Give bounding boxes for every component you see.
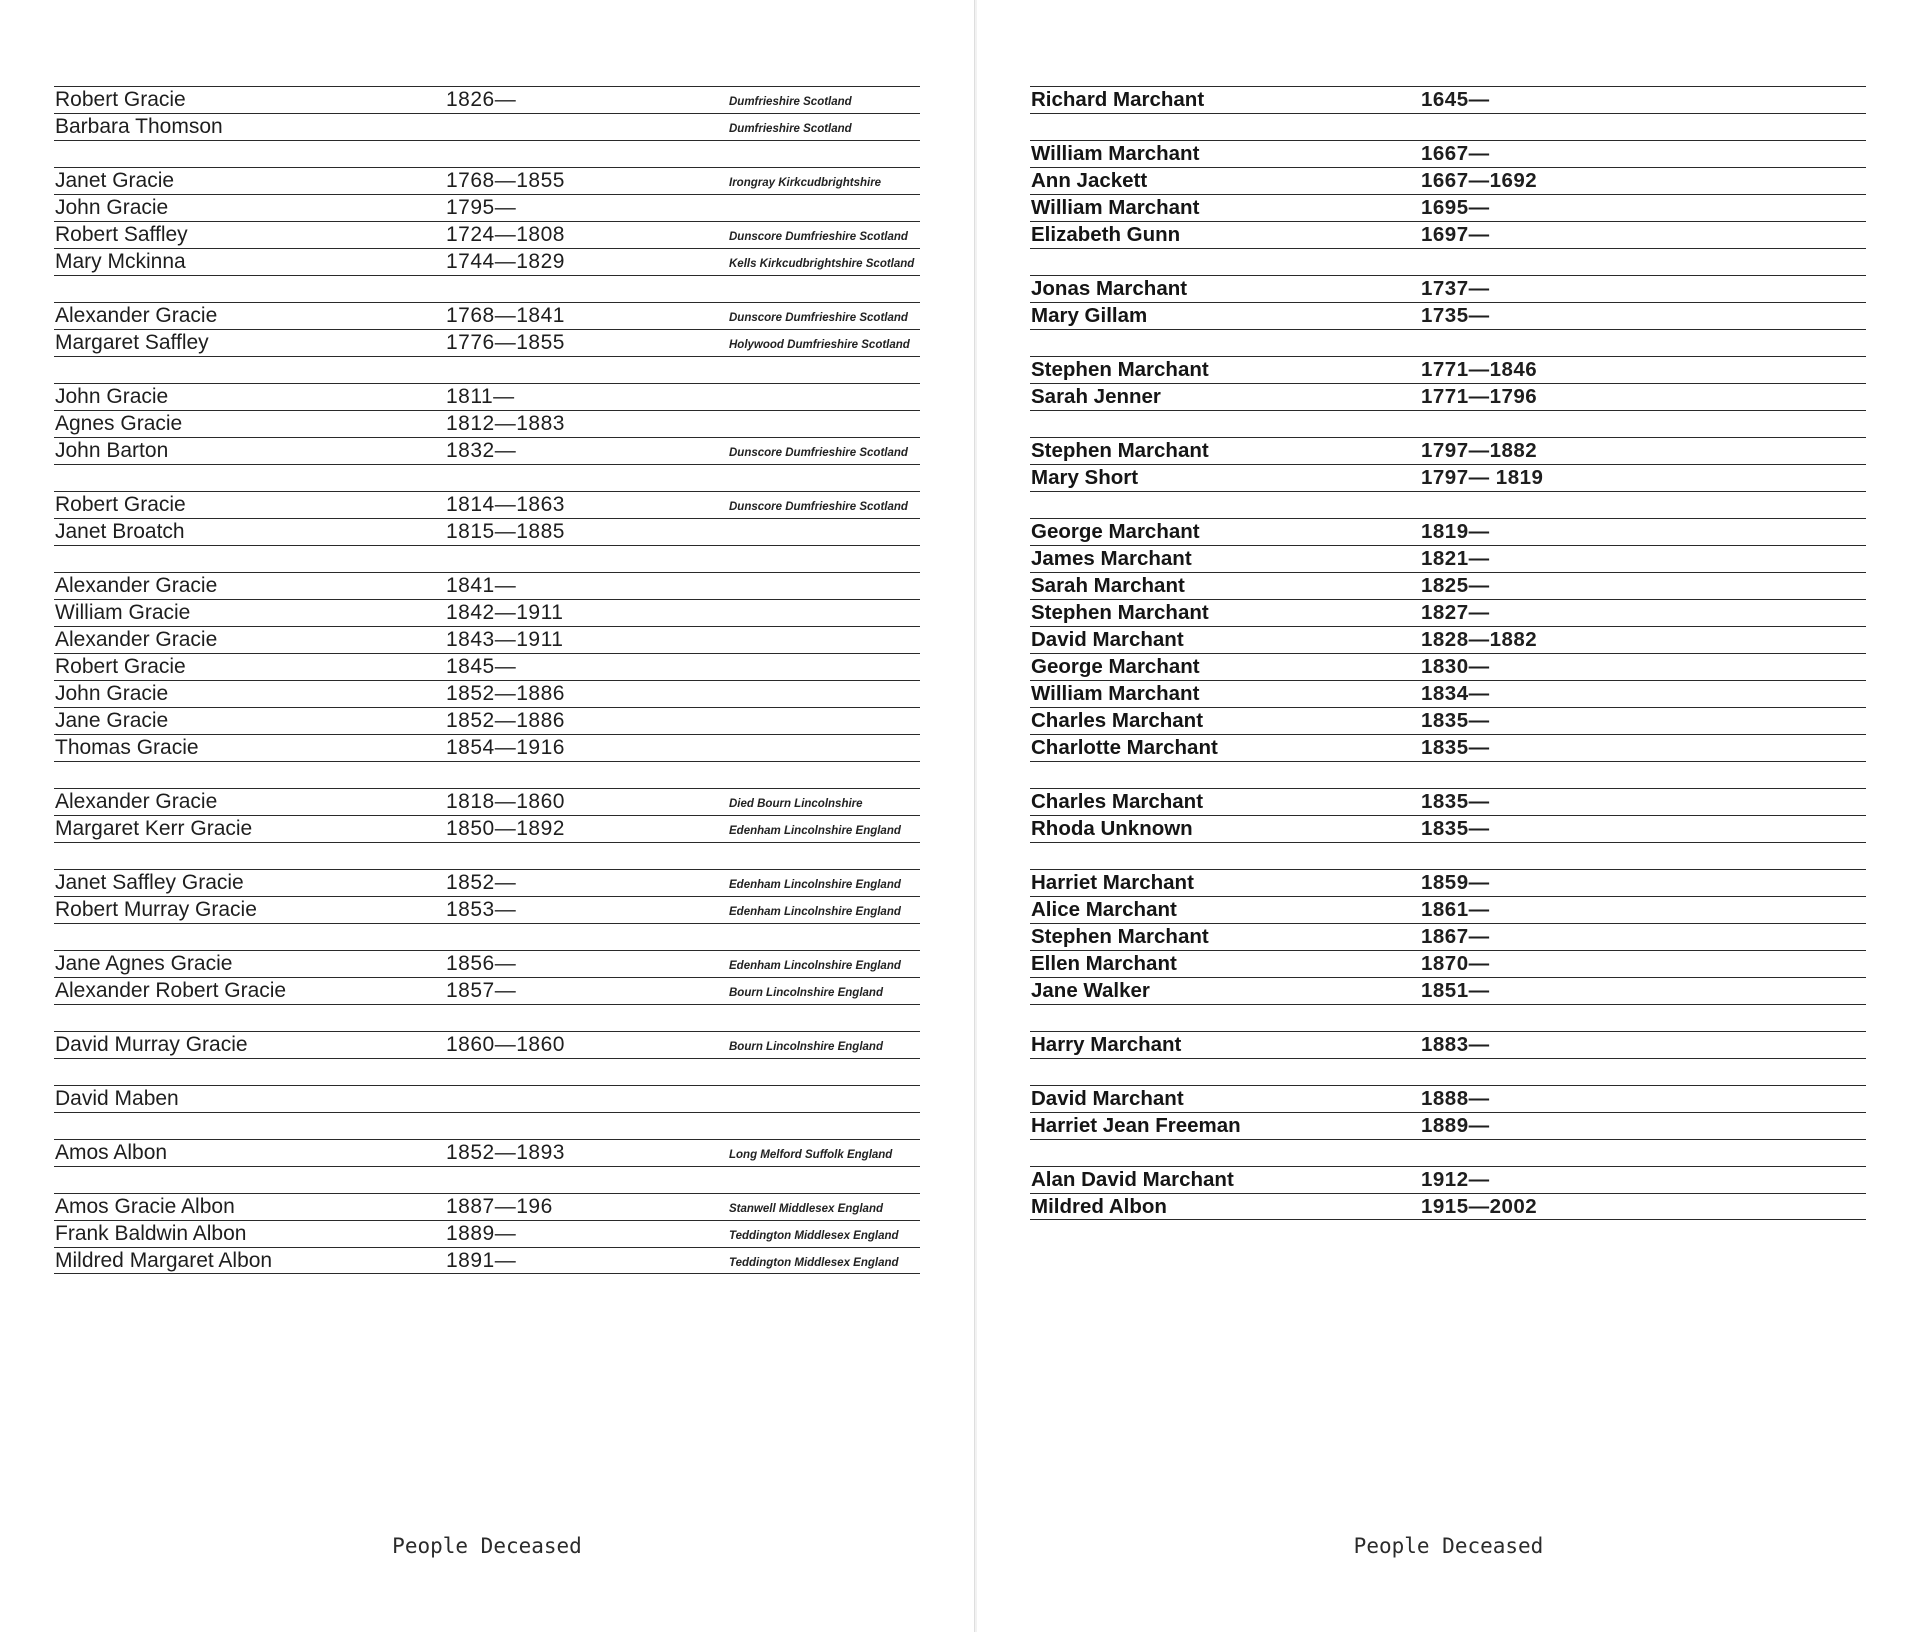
- person-name: Harriet Jean Freeman: [1031, 1114, 1241, 1137]
- person-name: Charles Marchant: [1031, 790, 1204, 813]
- life-years: 1887—196: [446, 1195, 553, 1218]
- life-years: 1859—: [1421, 871, 1490, 894]
- person-name: Frank Baldwin Albon: [55, 1222, 247, 1245]
- life-years: 1852—1886: [446, 709, 565, 732]
- table-row: [54, 1058, 920, 1085]
- life-years: 1857—: [446, 979, 517, 1002]
- table-row: [1030, 680, 1866, 707]
- person-name: Alexander Gracie: [55, 628, 218, 651]
- table-row: [1030, 572, 1866, 599]
- birth-place: Dumfrieshire Scotland: [729, 96, 852, 108]
- person-name: Mary Gillam: [1031, 304, 1148, 327]
- life-years: 1853—: [446, 898, 517, 921]
- table-row: [1030, 734, 1866, 761]
- life-years: 1735—: [1421, 304, 1490, 327]
- table-row: [54, 680, 920, 707]
- person-name: George Marchant: [1031, 655, 1200, 678]
- table-row: [1030, 140, 1866, 167]
- life-years: 1826—: [446, 88, 517, 111]
- table-row: [54, 572, 920, 599]
- table-row: [1030, 329, 1866, 356]
- person-name: Jane Agnes Gracie: [55, 952, 233, 975]
- person-name: Sarah Marchant: [1031, 574, 1185, 597]
- person-name: Stephen Marchant: [1031, 601, 1209, 624]
- birth-place: Dumfrieshire Scotland: [729, 123, 852, 135]
- person-name: David Murray Gracie: [55, 1033, 248, 1056]
- life-years: 1667—: [1421, 142, 1490, 165]
- person-name: John Gracie: [55, 682, 169, 705]
- birth-place: Stanwell Middlesex England: [729, 1203, 884, 1215]
- life-years: 1845—: [446, 655, 517, 678]
- birth-place: Edenham Lincolnshire England: [729, 879, 901, 891]
- table-row: [1030, 653, 1866, 680]
- table-row: [1030, 410, 1866, 437]
- life-years: 1771—1796: [1421, 385, 1538, 408]
- person-name: Ann Jackett: [1031, 169, 1148, 192]
- table-row: [1030, 86, 1866, 113]
- table-row: [54, 491, 920, 518]
- table-row: [54, 1112, 920, 1139]
- table-row: [54, 545, 920, 572]
- life-years: 1852—1893: [446, 1141, 565, 1164]
- life-years: 1827—: [1421, 601, 1490, 624]
- table-row: [54, 221, 920, 248]
- person-name: John Gracie: [55, 385, 169, 408]
- life-years: 1818—1860: [446, 790, 565, 813]
- table-row: [54, 1031, 920, 1058]
- life-years: 1828—1882: [1421, 628, 1538, 651]
- table-row: [54, 923, 920, 950]
- person-name: Mary Short: [1031, 466, 1139, 489]
- life-years: 1771—1846: [1421, 358, 1538, 381]
- table-row: [54, 437, 920, 464]
- person-name: Charles Marchant: [1031, 709, 1204, 732]
- life-years: 1851—: [1421, 979, 1490, 1002]
- table-row: [1030, 1004, 1866, 1031]
- life-years: 1834—: [1421, 682, 1490, 705]
- table-row: [1030, 1193, 1866, 1220]
- table-row: [54, 815, 920, 842]
- life-years: 1832—: [446, 439, 517, 462]
- page-footer-right: People Deceased: [1353, 1534, 1544, 1558]
- person-name: Jane Gracie: [55, 709, 169, 732]
- table-row: [1030, 1031, 1866, 1058]
- life-years: 1889—: [446, 1222, 517, 1245]
- birth-place: Dunscore Dumfrieshire Scotland: [729, 231, 908, 243]
- life-years: 1645—: [1421, 88, 1490, 111]
- deceased-list-right: [1030, 86, 1866, 1220]
- table-row: [1030, 1166, 1866, 1193]
- person-name: George Marchant: [1031, 520, 1200, 543]
- table-row: [54, 464, 920, 491]
- table-row: [1030, 707, 1866, 734]
- life-years: 1852—: [446, 871, 517, 894]
- person-name: William Marchant: [1031, 142, 1200, 165]
- table-row: [1030, 1112, 1866, 1139]
- table-row: [1030, 275, 1866, 302]
- table-row: [1030, 815, 1866, 842]
- person-name: James Marchant: [1031, 547, 1192, 570]
- table-row: [1030, 464, 1866, 491]
- person-name: Thomas Gracie: [55, 736, 199, 759]
- life-years: 1912—: [1421, 1168, 1490, 1191]
- life-years: 1889—: [1421, 1114, 1490, 1137]
- table-row: [54, 1139, 920, 1166]
- table-row: [1030, 167, 1866, 194]
- table-row: [54, 977, 920, 1004]
- person-name: Stephen Marchant: [1031, 358, 1209, 381]
- life-years: 1744—1829: [446, 250, 565, 273]
- birth-place: Dunscore Dumfrieshire Scotland: [729, 312, 908, 324]
- life-years: 1888—: [1421, 1087, 1490, 1110]
- table-row: [54, 113, 920, 140]
- person-name: Robert Gracie: [55, 493, 186, 516]
- table-row: [54, 86, 920, 113]
- table-row: [54, 1166, 920, 1193]
- life-years: 1697—: [1421, 223, 1490, 246]
- table-row: [1030, 194, 1866, 221]
- person-name: Amos Albon: [55, 1141, 168, 1164]
- life-years: 1776—1855: [446, 331, 565, 354]
- person-name: William Gracie: [55, 601, 191, 624]
- person-name: Mildred Albon: [1031, 1195, 1167, 1218]
- person-name: Janet Broatch: [55, 520, 185, 543]
- person-name: David Marchant: [1031, 1087, 1184, 1110]
- person-name: Alexander Gracie: [55, 574, 218, 597]
- life-years: 1856—: [446, 952, 517, 975]
- person-name: Margaret Saffley: [55, 331, 209, 354]
- table-row: [54, 167, 920, 194]
- table-row: [54, 329, 920, 356]
- life-years: 1815—1885: [446, 520, 565, 543]
- life-years: 1852—1886: [446, 682, 565, 705]
- table-row: [54, 761, 920, 788]
- table-row: [54, 842, 920, 869]
- birth-place: Long Melford Suffolk England: [729, 1149, 893, 1161]
- person-name: John Barton: [55, 439, 169, 462]
- person-name: Sarah Jenner: [1031, 385, 1161, 408]
- birth-place: Edenham Lincolnshire England: [729, 960, 901, 972]
- person-name: Robert Saffley: [55, 223, 188, 246]
- life-years: 1814—1863: [446, 493, 565, 516]
- person-name: Stephen Marchant: [1031, 439, 1209, 462]
- life-years: 1667—1692: [1421, 169, 1538, 192]
- table-row: [1030, 383, 1866, 410]
- life-years: 1797— 1819: [1421, 466, 1544, 489]
- table-row: [54, 383, 920, 410]
- table-row: [1030, 302, 1866, 329]
- birth-place: Died Bourn Lincolnshire: [729, 798, 863, 810]
- table-row: [1030, 113, 1866, 140]
- table-row: [1030, 248, 1866, 275]
- table-row: [54, 626, 920, 653]
- table-row: [1030, 1139, 1866, 1166]
- table-row: [1030, 626, 1866, 653]
- life-years: 1870—: [1421, 952, 1490, 975]
- birth-place: Teddington Middlesex England: [729, 1230, 899, 1242]
- life-years: 1835—: [1421, 736, 1490, 759]
- table-row: [1030, 869, 1866, 896]
- birth-place: Dunscore Dumfrieshire Scotland: [729, 447, 908, 459]
- table-row: [54, 1004, 920, 1031]
- person-name: Rhoda Unknown: [1031, 817, 1193, 840]
- life-years: 1768—1855: [446, 169, 565, 192]
- birth-place: Bourn Lincolnshire England: [729, 1041, 883, 1053]
- person-name: Agnes Gracie: [55, 412, 183, 435]
- deceased-list-left: [54, 86, 920, 1274]
- table-row: [1030, 842, 1866, 869]
- table-row: [1030, 599, 1866, 626]
- table-row: [54, 356, 920, 383]
- person-name: Janet Saffley Gracie: [55, 871, 244, 894]
- birth-place: Teddington Middlesex England: [729, 1257, 899, 1269]
- table-row: [54, 950, 920, 977]
- life-years: 1819—: [1421, 520, 1490, 543]
- life-years: 1915—2002: [1421, 1195, 1538, 1218]
- person-name: William Marchant: [1031, 196, 1200, 219]
- table-row: [1030, 977, 1866, 1004]
- table-row: [54, 734, 920, 761]
- birth-place: Edenham Lincolnshire England: [729, 906, 901, 918]
- table-row: [54, 1193, 920, 1220]
- table-row: [1030, 1058, 1866, 1085]
- table-row: [1030, 491, 1866, 518]
- person-name: Barbara Thomson: [55, 115, 223, 138]
- person-name: Jonas Marchant: [1031, 277, 1188, 300]
- table-row: [54, 707, 920, 734]
- birth-place: Holywood Dumfrieshire Scotland: [729, 339, 910, 351]
- life-years: 1811—: [446, 385, 515, 408]
- life-years: 1835—: [1421, 709, 1490, 732]
- person-name: Alice Marchant: [1031, 898, 1177, 921]
- table-row: [1030, 437, 1866, 464]
- person-name: Janet Gracie: [55, 169, 175, 192]
- table-row: [54, 896, 920, 923]
- table-row: [54, 653, 920, 680]
- table-row: [54, 275, 920, 302]
- right-page: [977, 0, 1920, 1632]
- person-name: Robert Murray Gracie: [55, 898, 257, 921]
- person-name: Amos Gracie Albon: [55, 1195, 235, 1218]
- table-row: [54, 140, 920, 167]
- person-name: Alexander Gracie: [55, 304, 218, 327]
- life-years: 1841—: [446, 574, 517, 597]
- person-name: Jane Walker: [1031, 979, 1150, 1002]
- birth-place: Edenham Lincolnshire England: [729, 825, 901, 837]
- table-row: [1030, 545, 1866, 572]
- table-row: [54, 410, 920, 437]
- birth-place: Bourn Lincolnshire England: [729, 987, 883, 999]
- table-row: [1030, 221, 1866, 248]
- table-row: [54, 599, 920, 626]
- person-name: Harry Marchant: [1031, 1033, 1182, 1056]
- life-years: 1854—1916: [446, 736, 565, 759]
- table-row: [54, 869, 920, 896]
- table-row: [54, 248, 920, 275]
- person-name: David Marchant: [1031, 628, 1184, 651]
- life-years: 1821—: [1421, 547, 1490, 570]
- life-years: 1797—1882: [1421, 439, 1538, 462]
- life-years: 1695—: [1421, 196, 1490, 219]
- table-row: [54, 1220, 920, 1247]
- table-row: [1030, 1085, 1866, 1112]
- life-years: 1812—1883: [446, 412, 565, 435]
- table-row: [1030, 896, 1866, 923]
- life-years: 1883—: [1421, 1033, 1490, 1056]
- life-years: 1835—: [1421, 817, 1490, 840]
- table-row: [54, 788, 920, 815]
- person-name: William Marchant: [1031, 682, 1200, 705]
- person-name: Alexander Robert Gracie: [55, 979, 287, 1002]
- person-name: Stephen Marchant: [1031, 925, 1209, 948]
- birth-place: Kells Kirkcudbrightshire Scotland: [729, 258, 915, 270]
- person-name: Mary Mckinna: [55, 250, 186, 273]
- life-years: 1850—1892: [446, 817, 565, 840]
- person-name: Richard Marchant: [1031, 88, 1205, 111]
- table-row: [1030, 788, 1866, 815]
- table-row: [1030, 923, 1866, 950]
- person-name: Alexander Gracie: [55, 790, 218, 813]
- person-name: Mildred Margaret Albon: [55, 1249, 273, 1272]
- life-years: 1835—: [1421, 790, 1490, 813]
- life-years: 1795—: [446, 196, 517, 219]
- person-name: David Maben: [55, 1087, 179, 1110]
- page-footer-left: People Deceased: [392, 1534, 582, 1558]
- birth-place: Dunscore Dumfrieshire Scotland: [729, 501, 908, 513]
- life-years: 1724—1808: [446, 223, 565, 246]
- table-row: [1030, 518, 1866, 545]
- life-years: 1867—: [1421, 925, 1490, 948]
- life-years: 1843—1911: [446, 628, 564, 651]
- table-row: [54, 518, 920, 545]
- table-row: [54, 1247, 920, 1274]
- person-name: Robert Gracie: [55, 655, 186, 678]
- person-name: Alan David Marchant: [1031, 1168, 1234, 1191]
- table-row: [54, 302, 920, 329]
- life-years: 1860—1860: [446, 1033, 565, 1056]
- life-years: 1825—: [1421, 574, 1490, 597]
- birth-place: Irongray Kirkcudbrightshire: [729, 177, 882, 189]
- person-name: Robert Gracie: [55, 88, 186, 111]
- table-row: [54, 1085, 920, 1112]
- person-name: Margaret Kerr Gracie: [55, 817, 253, 840]
- life-years: 1891—: [446, 1249, 517, 1272]
- table-row: [1030, 761, 1866, 788]
- life-years: 1737—: [1421, 277, 1490, 300]
- table-row: [1030, 950, 1866, 977]
- person-name: Elizabeth Gunn: [1031, 223, 1181, 246]
- person-name: Harriet Marchant: [1031, 871, 1194, 894]
- life-years: 1830—: [1421, 655, 1490, 678]
- life-years: 1768—1841: [446, 304, 565, 327]
- person-name: John Gracie: [55, 196, 169, 219]
- person-name: Charlotte Marchant: [1031, 736, 1218, 759]
- table-row: [1030, 356, 1866, 383]
- life-years: 1861—: [1421, 898, 1490, 921]
- person-name: Ellen Marchant: [1031, 952, 1177, 975]
- life-years: 1842—1911: [446, 601, 564, 624]
- table-row: [54, 194, 920, 221]
